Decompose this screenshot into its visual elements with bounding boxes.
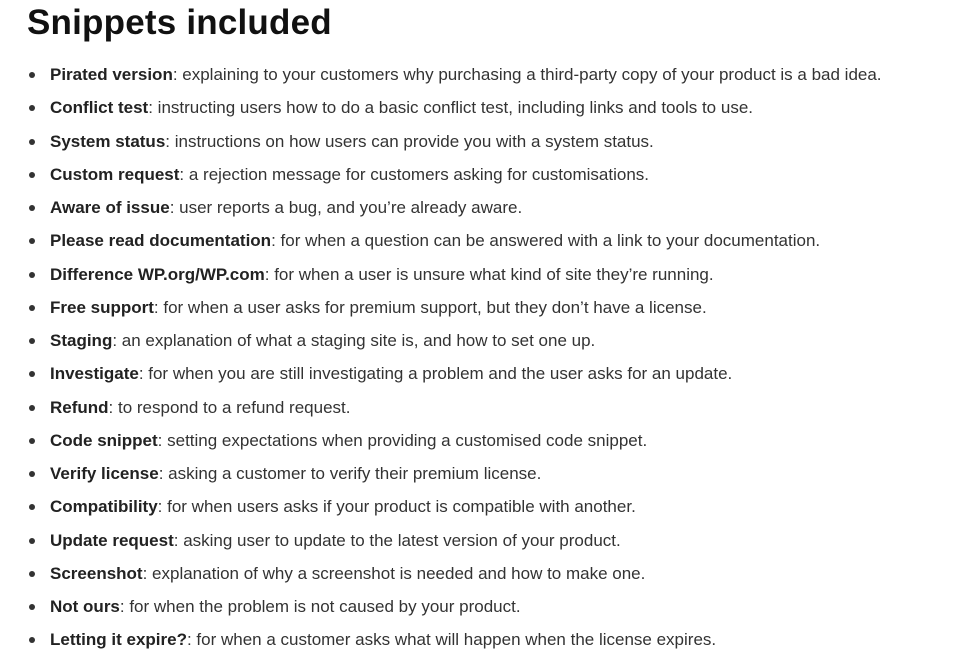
snippet-description: : instructions on how users can provide you with a system status. [165, 131, 654, 151]
list-item [0, 324, 882, 357]
snippet-description: : for when you are still investigating a problem and the user asks for an update. [138, 364, 733, 384]
bullet-icon [29, 504, 35, 510]
list-item [0, 457, 882, 490]
section-heading: Snippets included [27, 3, 332, 42]
bullet-icon [29, 371, 35, 377]
snippet-name: Verify license [50, 464, 159, 483]
snippet-name: Custom request [50, 164, 180, 184]
snippet-name: Conflict test [50, 98, 149, 118]
snippet-name: Not ours [50, 597, 120, 616]
list-item [0, 524, 882, 557]
snippet-description: : user reports a bug, and you’re already aware. [169, 198, 523, 217]
snippet-description: : an explanation of what a staging site is, and how to set one up. [112, 331, 596, 350]
bullet-icon [29, 338, 35, 344]
list-item [0, 424, 882, 457]
list-item [0, 357, 882, 390]
snippet-name: System status [50, 131, 166, 151]
list-item [0, 125, 882, 158]
snippet-name: Letting it expire? [50, 630, 187, 650]
bullet-icon [29, 538, 35, 544]
bullet-icon [29, 571, 35, 577]
snippet-name: Code snippet [50, 430, 158, 450]
snippet-description: : for when users asks if your product is compatible with another. [157, 497, 636, 517]
snippet-description: : a rejection message for customers asking for customisations. [179, 164, 650, 184]
snippet-description: : for when a user is unsure what kind of site they’re running. [264, 264, 714, 284]
bullet-icon [29, 238, 35, 244]
snippet-name: Pirated version [50, 65, 173, 84]
snippet-description: : for when a customer asks what will happen when the license expires. [186, 630, 717, 650]
list-item [0, 191, 882, 224]
snippet-name: Screenshot [50, 563, 143, 583]
snippet-description: : to respond to a refund request. [108, 397, 351, 417]
bullet-icon [29, 272, 35, 278]
list-item [0, 557, 882, 590]
bullet-icon [29, 205, 35, 211]
snippet-description: : explanation of why a screenshot is needed and how to make one. [142, 563, 646, 583]
snippet-name: Staging [50, 331, 113, 350]
snippets-list [0, 58, 882, 657]
snippet-name: Refund [50, 397, 109, 417]
bullet-icon [29, 72, 35, 78]
bullet-icon [29, 172, 35, 178]
list-item [0, 490, 882, 523]
list-item [0, 91, 882, 124]
snippet-name: Compatibility [50, 497, 158, 517]
snippet-name: Free support [50, 297, 154, 317]
list-item [0, 258, 882, 291]
bullet-icon [29, 637, 35, 643]
bullet-icon [29, 604, 35, 610]
snippet-description: : for when a user asks for premium support, but they don’t have a license. [153, 297, 707, 317]
snippet-description: : setting expectations when providing a customised code snippet. [157, 430, 648, 450]
snippet-description: : asking user to update to the latest version of your product. [173, 530, 621, 550]
list-item [0, 391, 882, 424]
snippet-name: Update request [50, 530, 174, 550]
bullet-icon [29, 405, 35, 411]
snippet-name: Difference WP.org/WP.com [50, 264, 265, 284]
snippet-description: : explaining to your customers why purchasing a third-party copy of your product is a bad idea. [172, 65, 882, 84]
bullet-icon [29, 139, 35, 145]
snippet-description: : instructing users how to do a basic conflict test, including links and tools to use. [148, 98, 753, 118]
snippet-name: Investigate [50, 364, 139, 384]
list-item [0, 590, 882, 623]
bullet-icon [29, 438, 35, 444]
list-item [0, 291, 882, 324]
list-item [0, 158, 882, 191]
snippet-description: : asking a customer to verify their premium license. [158, 464, 542, 483]
bullet-icon [29, 105, 35, 111]
snippet-description: : for when a question can be answered with a link to your documentation. [271, 231, 821, 251]
snippet-description: : for when the problem is not caused by your product. [119, 597, 521, 616]
bullet-icon [29, 471, 35, 477]
bullet-icon [29, 305, 35, 311]
list-item [0, 623, 882, 656]
list-item [0, 58, 882, 91]
snippet-name: Aware of issue [50, 198, 170, 217]
list-item [0, 224, 882, 257]
snippet-name: Please read documentation [50, 231, 272, 251]
